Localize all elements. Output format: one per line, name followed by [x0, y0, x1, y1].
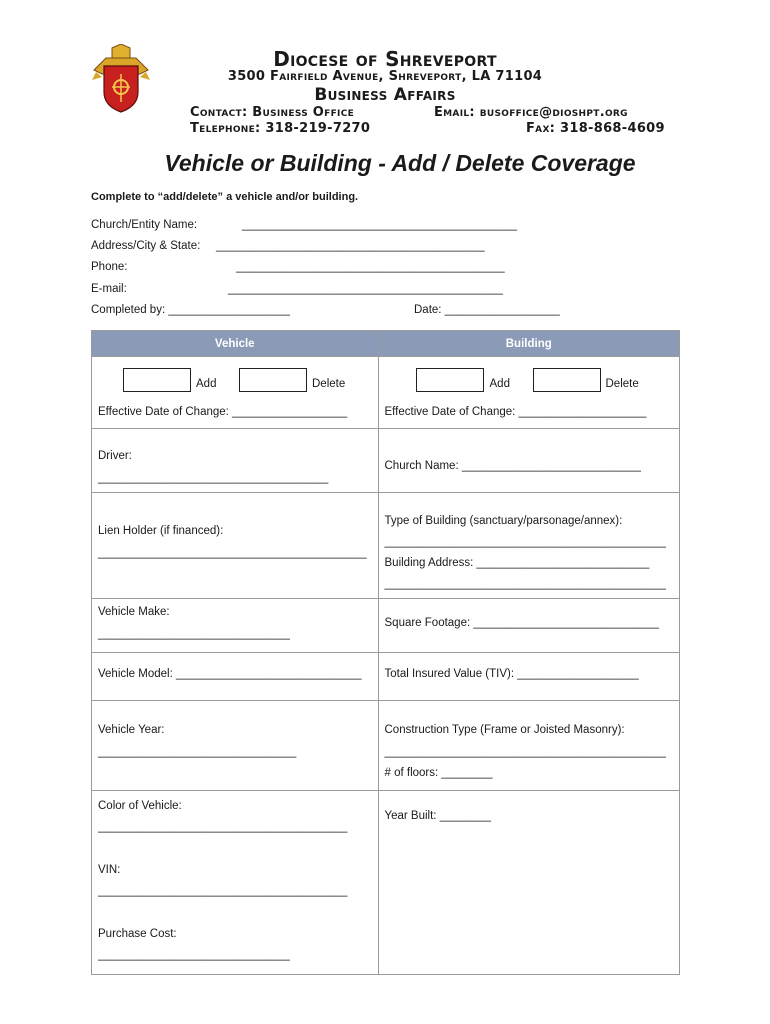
building-header: Building [378, 331, 680, 357]
church-name-cell [378, 429, 680, 493]
vehicle-year-cell [92, 701, 379, 791]
construction-type-label: Construction Type (Frame or Joisted Masonry): [384, 724, 625, 736]
purchase-cost-field[interactable]: ______________________________ [98, 949, 290, 961]
email-label: E-mail: [91, 283, 127, 295]
driver-field[interactable]: ____________________________________ [98, 472, 329, 484]
year-built-field[interactable]: Year Built: ________ [384, 810, 491, 822]
driver-cell [92, 429, 379, 493]
vin-field[interactable]: _______________________________________ [98, 885, 348, 897]
vehicle-delete-label: Delete [312, 378, 346, 390]
telephone-text: Telephone: 318-219-7270 [190, 121, 371, 136]
building-add-label: Add [489, 378, 510, 390]
vehicle-color-label: Color of Vehicle: [98, 800, 182, 812]
contact-text: Contact: Business Office [190, 105, 355, 120]
vehicle-make-label: Vehicle Make: [98, 606, 170, 618]
floors-field[interactable]: # of floors: ________ [384, 767, 493, 779]
building-delete-label: Delete [605, 378, 639, 390]
building-address-field[interactable]: Building Address: ___________________________ [384, 557, 650, 569]
vehicle-year-label: Vehicle Year: [98, 724, 165, 736]
building-effective-date-field[interactable]: Effective Date of Change: ____________________ [384, 406, 647, 418]
lien-holder-cell [92, 493, 379, 599]
driver-label: Driver: [98, 450, 132, 462]
address-label: Address/City & State: [91, 240, 201, 252]
square-footage-cell [378, 599, 680, 653]
form-instructions: Complete to “add/delete” a vehicle and/or building. [91, 191, 359, 203]
date-field[interactable]: Date: __________________ [414, 304, 560, 316]
address-field[interactable]: __________________________________________ [216, 240, 485, 252]
building-church-name-field[interactable]: Church Name: ____________________________ [384, 460, 641, 472]
email-field[interactable]: ___________________________________________ [228, 283, 504, 295]
building-type-cell [378, 493, 680, 599]
church-name-field[interactable]: ___________________________________________ [242, 219, 518, 231]
vehicle-add-checkbox[interactable] [123, 368, 191, 392]
lien-holder-field[interactable]: __________________________________________ [98, 547, 367, 559]
email-text: Email: busoffice@dioshpt.org [434, 105, 628, 120]
phone-field[interactable]: __________________________________________ [236, 261, 505, 273]
building-delete-checkbox[interactable] [533, 368, 601, 392]
building-type-field[interactable]: ____________________________________________ [384, 536, 666, 548]
church-name-label: Church/Entity Name: [91, 219, 198, 231]
form-title: Vehicle or Building - Add / Delete Coverage [164, 150, 636, 176]
fax-text: Fax: 318-868-4609 [526, 121, 665, 136]
construction-type-field[interactable]: ____________________________________________ [384, 746, 666, 758]
department-title: Business Affairs [314, 85, 456, 105]
purchase-cost-label: Purchase Cost: [98, 928, 177, 940]
vehicle-add-label: Add [196, 378, 217, 390]
vehicle-make-cell [92, 599, 379, 653]
lien-holder-label: Lien Holder (if financed): [98, 525, 224, 537]
vehicle-change-cell [92, 357, 379, 429]
vin-label: VIN: [98, 864, 121, 876]
coverage-table [91, 330, 680, 975]
total-insured-value-field[interactable]: Total Insured Value (TIV): ___________________ [384, 668, 639, 680]
building-change-cell [378, 357, 680, 429]
year-built-cell [378, 791, 680, 975]
completed-by-field[interactable]: Completed by: ___________________ [91, 304, 290, 316]
tiv-cell [378, 653, 680, 701]
vehicle-model-cell [92, 653, 379, 701]
vehicle-header: Vehicle [92, 331, 379, 357]
construction-type-cell [378, 701, 680, 791]
vehicle-delete-checkbox[interactable] [239, 368, 307, 392]
building-type-label: Type of Building (sanctuary/parsonage/annex): [384, 515, 623, 527]
vehicle-model-field[interactable]: Vehicle Model: _____________________________ [98, 668, 362, 680]
org-name: Diocese of Shreveport [273, 47, 497, 71]
vehicle-effective-date-field[interactable]: Effective Date of Change: __________________ [98, 406, 348, 418]
org-address: 3500 Fairfield Avenue, Shreveport, LA 71104 [227, 69, 543, 84]
square-footage-field[interactable]: Square Footage: _____________________________ [384, 617, 659, 629]
vehicle-make-field[interactable]: ______________________________ [98, 628, 290, 640]
phone-label: Phone: [91, 261, 128, 273]
vehicle-year-field[interactable]: _______________________________ [98, 746, 297, 758]
vehicle-color-field[interactable]: _______________________________________ [98, 821, 348, 833]
building-add-checkbox[interactable] [416, 368, 484, 392]
vehicle-details-cell [92, 791, 379, 975]
building-address-line[interactable]: ____________________________________________ [384, 578, 666, 590]
